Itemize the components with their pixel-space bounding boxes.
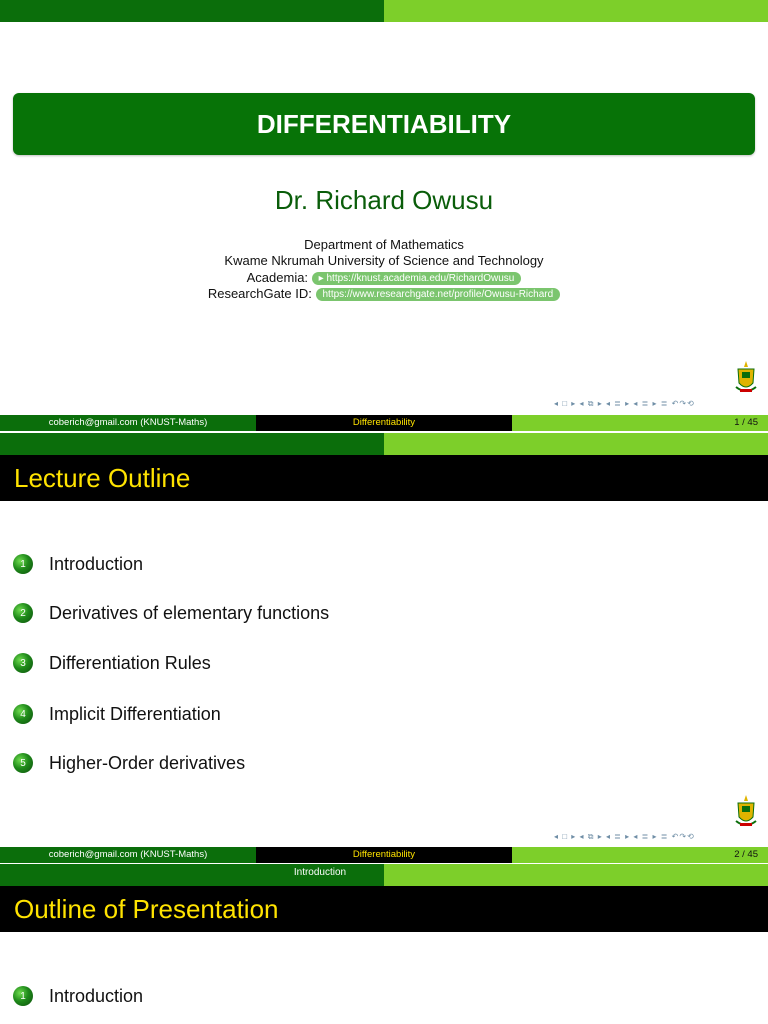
item-number: 3: [13, 653, 33, 673]
footer-author: coberich@gmail.com (KNUST-Maths): [0, 847, 256, 863]
researchgate-row: [0, 286, 768, 302]
academia-row: [0, 270, 768, 286]
section-bar-right: [384, 433, 768, 455]
university: Kwame Nkrumah University of Science and Technology: [224, 253, 544, 268]
item-number: 1: [13, 554, 33, 574]
section-indicator[interactable]: Introduction: [256, 864, 384, 886]
academia-link-text: https://knust.academia.edu/RichardOwusu: [326, 273, 515, 285]
item-number: 4: [13, 704, 33, 724]
item-number: 1: [13, 986, 33, 1006]
section-bar-right: [384, 864, 768, 886]
footer-page: 2 / 45: [512, 847, 768, 863]
footer-page: 1 / 45: [512, 415, 768, 431]
outline-item[interactable]: [13, 751, 245, 775]
knust-logo: [735, 795, 757, 829]
slide-title: DIFFERENTIABILITY: [256, 108, 512, 139]
outline-item[interactable]: [13, 552, 143, 576]
outline-item[interactable]: [13, 984, 143, 1008]
item-number: 5: [13, 753, 33, 773]
outline-item[interactable]: [13, 702, 221, 726]
outline-item[interactable]: [13, 651, 211, 675]
footer-title: Differentiability: [256, 415, 512, 431]
footer-title: Differentiability: [256, 847, 512, 863]
item-number: 2: [13, 603, 33, 623]
knust-logo: [735, 361, 757, 395]
outline-item[interactable]: [13, 601, 329, 625]
item-label: Implicit Differentiation: [49, 703, 221, 724]
frame-title: Lecture Outline: [0, 455, 768, 501]
item-label: Differentiation Rules: [49, 652, 211, 673]
researchgate-link[interactable]: https://www.researchgate.net/profile/Owusu-Richard: [316, 288, 561, 301]
footer-slide2: [0, 847, 768, 863]
author-name: Dr. Richard Owusu: [274, 185, 494, 215]
item-label: Higher-Order derivatives: [49, 752, 246, 773]
item-label: Introduction: [49, 553, 144, 574]
footer-author: coberich@gmail.com (KNUST-Maths): [0, 415, 256, 431]
item-label: Introduction: [49, 985, 144, 1006]
academia-link[interactable]: ▸ https://knust.academia.edu/RichardOwusu: [312, 272, 522, 285]
slide-title-box: [13, 93, 755, 155]
section-bar-left: [0, 433, 384, 455]
header-bar-left: [0, 0, 384, 22]
academia-label: Academia:: [246, 270, 309, 285]
department: Department of Mathematics: [304, 237, 464, 252]
section-bar-left: [0, 864, 256, 886]
researchgate-label: ResearchGate ID:: [207, 286, 312, 301]
frame-title: Outline of Presentation: [0, 886, 768, 932]
header-bar-right: [384, 0, 768, 22]
nav-controls[interactable]: ◂ □ ▸ ◂ ⧉ ▸ ◂ ≣ ▸ ◂ ≣ ▸ ≣ ↶↷⟲: [554, 399, 695, 408]
footer-slide1: [0, 415, 768, 431]
item-label: Derivatives of elementary functions: [49, 602, 330, 623]
nav-controls[interactable]: ◂ □ ▸ ◂ ⧉ ▸ ◂ ≣ ▸ ◂ ≣ ▸ ≣ ↶↷⟲: [554, 832, 695, 841]
